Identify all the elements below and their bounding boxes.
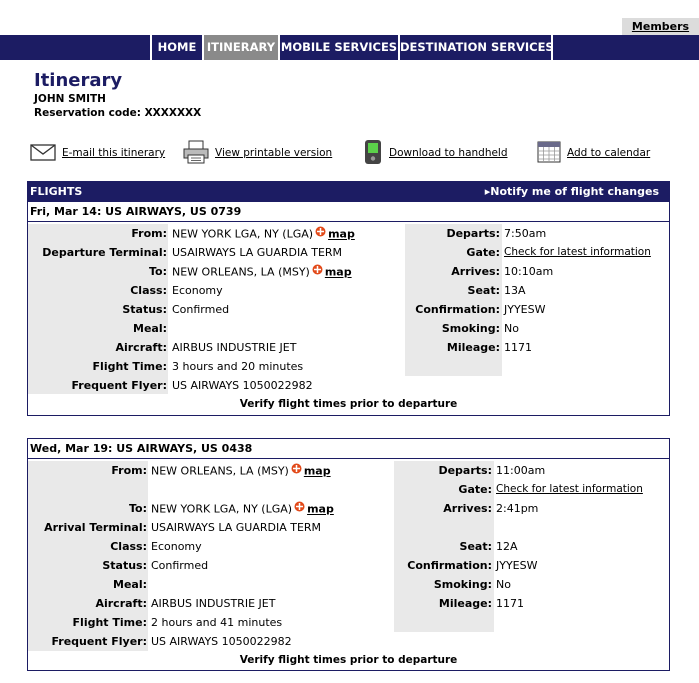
- main-nav: [0, 35, 699, 60]
- to-label: To:: [129, 502, 147, 515]
- departs-value: 7:50am: [504, 227, 547, 240]
- triangle-right-icon: ▸: [484, 185, 491, 198]
- flight-heading: Fri, Mar 14: US AIRWAYS, US 0739: [28, 202, 669, 222]
- reservation-code: Reservation code: XXXXXXX: [34, 107, 202, 119]
- download-handheld-link[interactable]: Download to handheld: [389, 147, 508, 159]
- from-map-link[interactable]: map: [303, 464, 331, 478]
- from-map-link[interactable]: map: [328, 227, 355, 241]
- envelope-icon: [30, 142, 56, 165]
- seat-value: 12A: [496, 540, 518, 553]
- class-value: Economy: [172, 284, 223, 297]
- nav-itinerary[interactable]: ITINERARY: [202, 35, 278, 60]
- to-value: NEW ORLEANS, LA (MSY) map: [172, 262, 352, 281]
- departure-terminal-label: Departure Terminal:: [42, 246, 167, 259]
- gate-label: Gate:: [458, 483, 492, 496]
- departure-terminal-value: USAIRWAYS LA GUARDIA TERM: [172, 246, 343, 259]
- confirmation-value: JYYESW: [496, 559, 538, 572]
- smoking-value: No: [496, 578, 511, 591]
- frequent-flyer-label: Frequent Flyer:: [71, 379, 167, 392]
- add-to-calendar-link[interactable]: Add to calendar: [567, 147, 651, 159]
- flight-time-label: Flight Time:: [92, 360, 167, 373]
- arrives-value: 2:41pm: [496, 502, 539, 515]
- arrival-terminal-label: Arrival Terminal:: [44, 521, 147, 534]
- frequent-flyer-label: Frequent Flyer:: [51, 635, 147, 648]
- from-value: NEW ORLEANS, LA (MSY) map: [151, 461, 331, 480]
- status-value: Confirmed: [151, 559, 209, 572]
- calendar-icon: [537, 141, 561, 166]
- flight-card: [27, 438, 670, 671]
- smoking-label: Smoking:: [441, 322, 500, 335]
- seat-label: Seat:: [467, 284, 500, 297]
- arrives-label: Arrives:: [451, 265, 500, 278]
- flights-section-header: [28, 182, 669, 202]
- flight-time-value: 3 hours and 20 minutes: [172, 360, 304, 373]
- arrives-label: Arrives:: [443, 502, 492, 515]
- arrival-terminal-value: USAIRWAYS LA GUARDIA TERM: [151, 521, 322, 534]
- smoking-label: Smoking:: [433, 578, 492, 591]
- status-label: Status:: [102, 559, 147, 572]
- frequent-flyer-value: US AIRWAYS 1050022982: [172, 379, 313, 392]
- flight-heading: Wed, Mar 19: US AIRWAYS, US 0438: [28, 439, 669, 459]
- handheld-device-icon: [363, 139, 383, 168]
- seat-value: 13A: [504, 284, 526, 297]
- to-map-link[interactable]: map: [307, 502, 334, 516]
- passenger-name: JOHN SMITH: [34, 93, 106, 105]
- printable-version-link[interactable]: View printable version: [215, 147, 333, 159]
- to-value: NEW YORK LGA, NY (LGA) map: [151, 499, 334, 518]
- mileage-value: 1171: [504, 341, 532, 354]
- mileage-value: 1171: [496, 597, 524, 610]
- aircraft-label: Aircraft:: [95, 597, 147, 610]
- flight-time-value: 2 hours and 41 minutes: [151, 616, 283, 629]
- to-map-link[interactable]: map: [324, 265, 352, 279]
- members-link[interactable]: Members: [622, 18, 699, 35]
- class-label: Class:: [130, 284, 167, 297]
- departs-value: 11:00am: [496, 464, 546, 477]
- confirmation-value: JYYESW: [504, 303, 546, 316]
- email-itinerary-tool[interactable]: [30, 140, 165, 166]
- email-itinerary-link[interactable]: E-mail this itinerary: [62, 147, 166, 159]
- seat-label: Seat:: [459, 540, 492, 553]
- gate-info-link[interactable]: Check for latest information: [496, 483, 643, 495]
- smoking-value: No: [504, 322, 519, 335]
- class-label: Class:: [110, 540, 147, 553]
- confirmation-label: Confirmation:: [415, 303, 500, 316]
- gate-info-link[interactable]: Check for latest information: [504, 246, 651, 258]
- departs-label: Departs:: [438, 464, 492, 477]
- flight-time-label: Flight Time:: [72, 616, 147, 629]
- meal-label: Meal:: [133, 322, 167, 335]
- printer-icon: [183, 140, 209, 167]
- nav-mobile-services[interactable]: MOBILE SERVICES: [278, 35, 398, 60]
- status-value: Confirmed: [172, 303, 230, 316]
- frequent-flyer-value: US AIRWAYS 1050022982: [151, 635, 292, 648]
- map-pin-icon: [312, 262, 323, 281]
- from-label: From:: [111, 464, 147, 477]
- calendar-tool[interactable]: [537, 140, 650, 166]
- nav-home[interactable]: HOME: [150, 35, 202, 60]
- class-value: Economy: [151, 540, 202, 553]
- departs-label: Departs:: [446, 227, 500, 240]
- flights-section-title: FLIGHTS: [30, 185, 83, 198]
- from-value: NEW YORK LGA, NY (LGA) map: [172, 224, 355, 243]
- map-pin-icon: [291, 461, 302, 480]
- arrives-value: 10:10am: [504, 265, 554, 278]
- to-label: To:: [149, 265, 167, 278]
- mileage-label: Mileage:: [446, 341, 500, 354]
- nav-destination-services[interactable]: DESTINATION SERVICES: [398, 35, 553, 60]
- from-label: From:: [131, 227, 167, 240]
- print-tool[interactable]: [183, 140, 332, 166]
- map-pin-icon: [294, 499, 305, 518]
- aircraft-value: AIRBUS INDUSTRIE JET: [172, 341, 297, 354]
- handheld-tool[interactable]: [363, 140, 508, 166]
- flight-card: [27, 181, 670, 416]
- verify-times-note: Verify flight times prior to departure: [239, 654, 458, 666]
- mileage-label: Mileage:: [438, 597, 492, 610]
- map-pin-icon: [315, 224, 326, 243]
- meal-label: Meal:: [113, 578, 147, 591]
- aircraft-value: AIRBUS INDUSTRIE JET: [151, 597, 276, 610]
- page-title: Itinerary: [34, 70, 123, 91]
- gate-label: Gate:: [466, 246, 500, 259]
- confirmation-label: Confirmation:: [407, 559, 492, 572]
- status-label: Status:: [122, 303, 167, 316]
- notify-flight-changes-link[interactable]: ▸Notify me of flight changes: [484, 185, 659, 198]
- aircraft-label: Aircraft:: [115, 341, 167, 354]
- verify-times-note: Verify flight times prior to departure: [239, 398, 458, 410]
